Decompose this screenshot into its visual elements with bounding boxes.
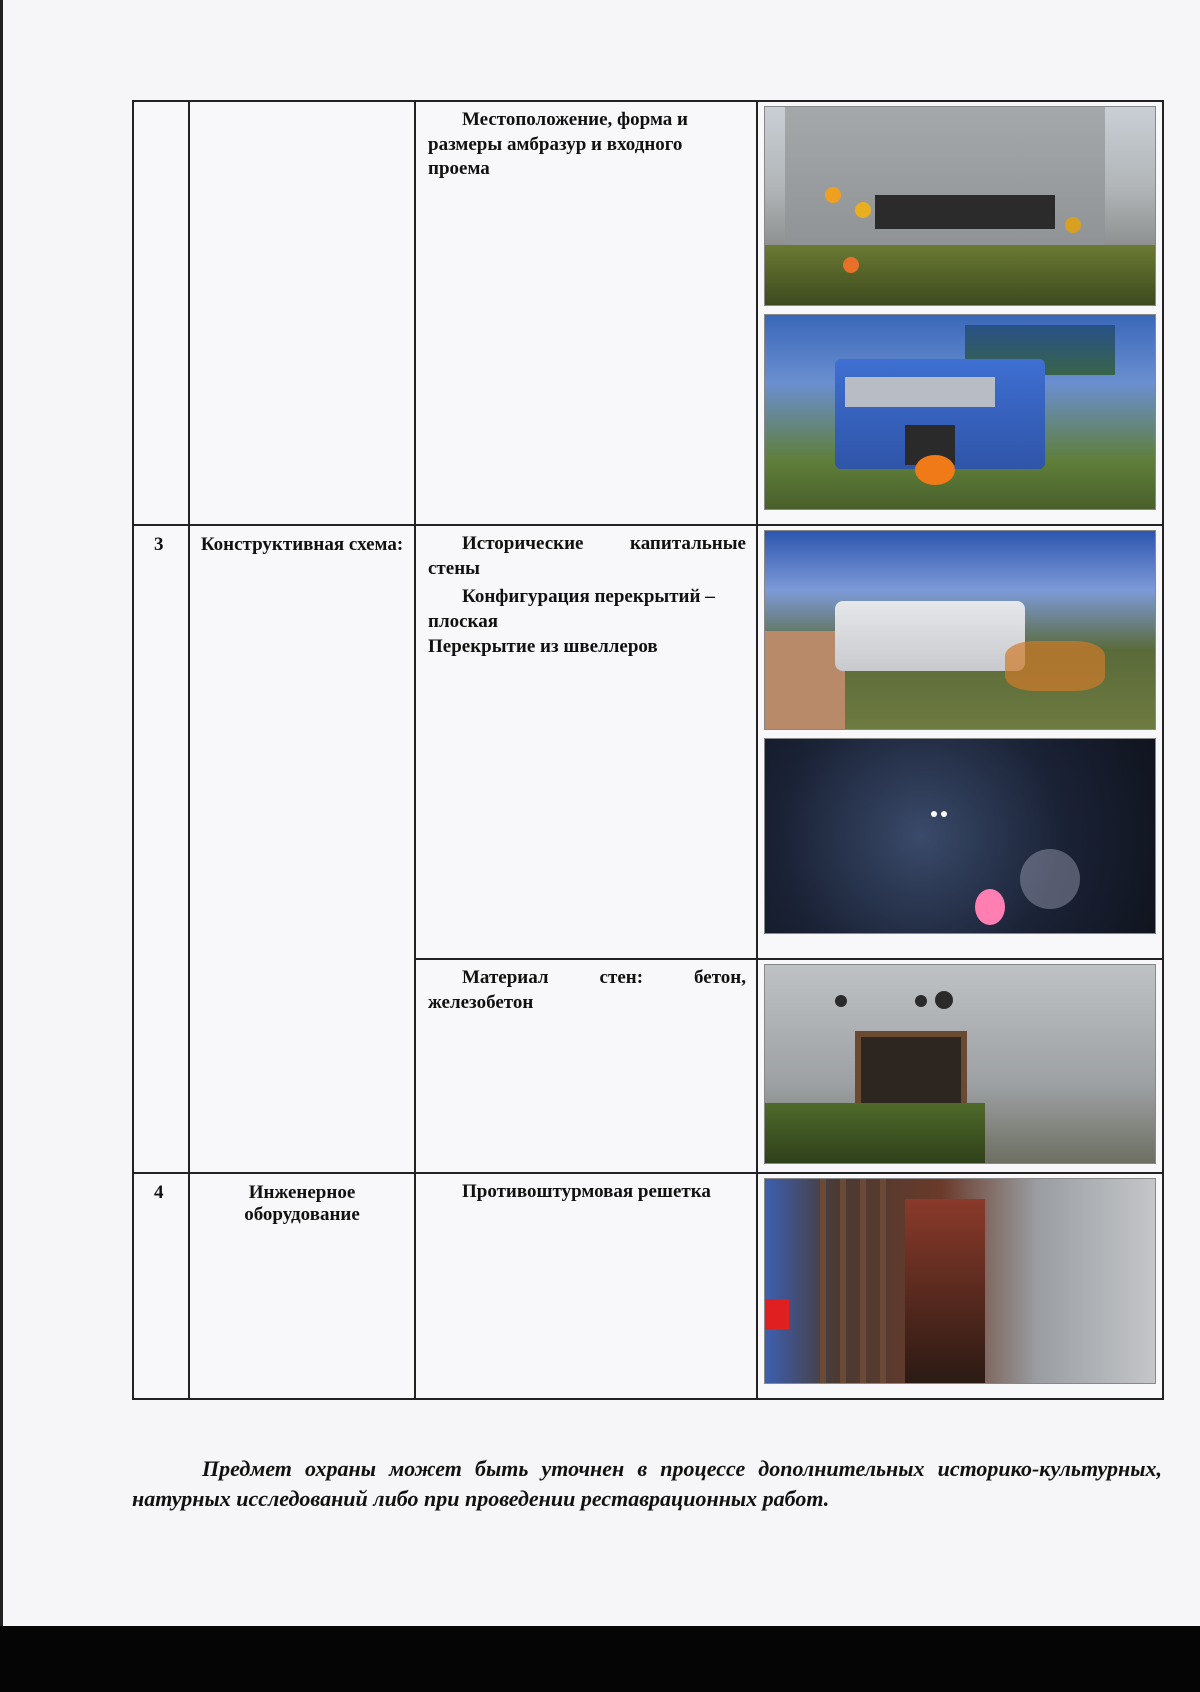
scan-edge xyxy=(0,0,3,1692)
photo-concrete-entrance xyxy=(764,964,1156,1164)
row-name: Инженерное оборудование xyxy=(189,1173,415,1399)
photo-embrasure xyxy=(764,106,1156,306)
row-number: 4 xyxy=(133,1173,189,1399)
protection-subject-table xyxy=(132,100,1164,1400)
row-description xyxy=(415,525,757,959)
table-row xyxy=(133,101,1163,525)
description-line: Материал стен: бетон, железобетон xyxy=(428,967,746,1013)
photo-cell xyxy=(757,101,1163,525)
row-description xyxy=(415,959,757,1173)
photo-grille xyxy=(764,1178,1156,1384)
footer-note: Предмет охраны может быть уточнен в процессе дополнительных историко-культурных, натурных исследований либо при проведении реставрационных работ. xyxy=(132,1456,1162,1511)
row-number xyxy=(133,101,189,525)
row-number: 3 xyxy=(133,525,189,1173)
photo-cell xyxy=(757,1173,1163,1399)
description-line: Перекрытие из швеллеров xyxy=(428,635,658,657)
photo-interior xyxy=(764,738,1156,934)
description-line: Местоположение, форма и размеры амбразур и входного проема xyxy=(428,109,688,180)
row-description xyxy=(415,1173,757,1399)
photo-cell xyxy=(757,525,1163,959)
photo-white-bunker xyxy=(764,530,1156,730)
table-row xyxy=(133,1173,1163,1399)
photo-blue-bunker xyxy=(764,314,1156,510)
table-row xyxy=(133,525,1163,959)
description-line: Исторические капитальные стены xyxy=(428,533,746,579)
row-name xyxy=(189,101,415,525)
row-name: Конструктивная схема: xyxy=(189,525,415,1173)
photo-cell xyxy=(757,959,1163,1173)
row-description xyxy=(415,101,757,525)
description-line: Конфигурация перекрытий – плоская xyxy=(428,586,715,633)
scan-bottom-bar xyxy=(0,1626,1200,1692)
description-line: Противоштурмовая решетка xyxy=(462,1181,711,1202)
